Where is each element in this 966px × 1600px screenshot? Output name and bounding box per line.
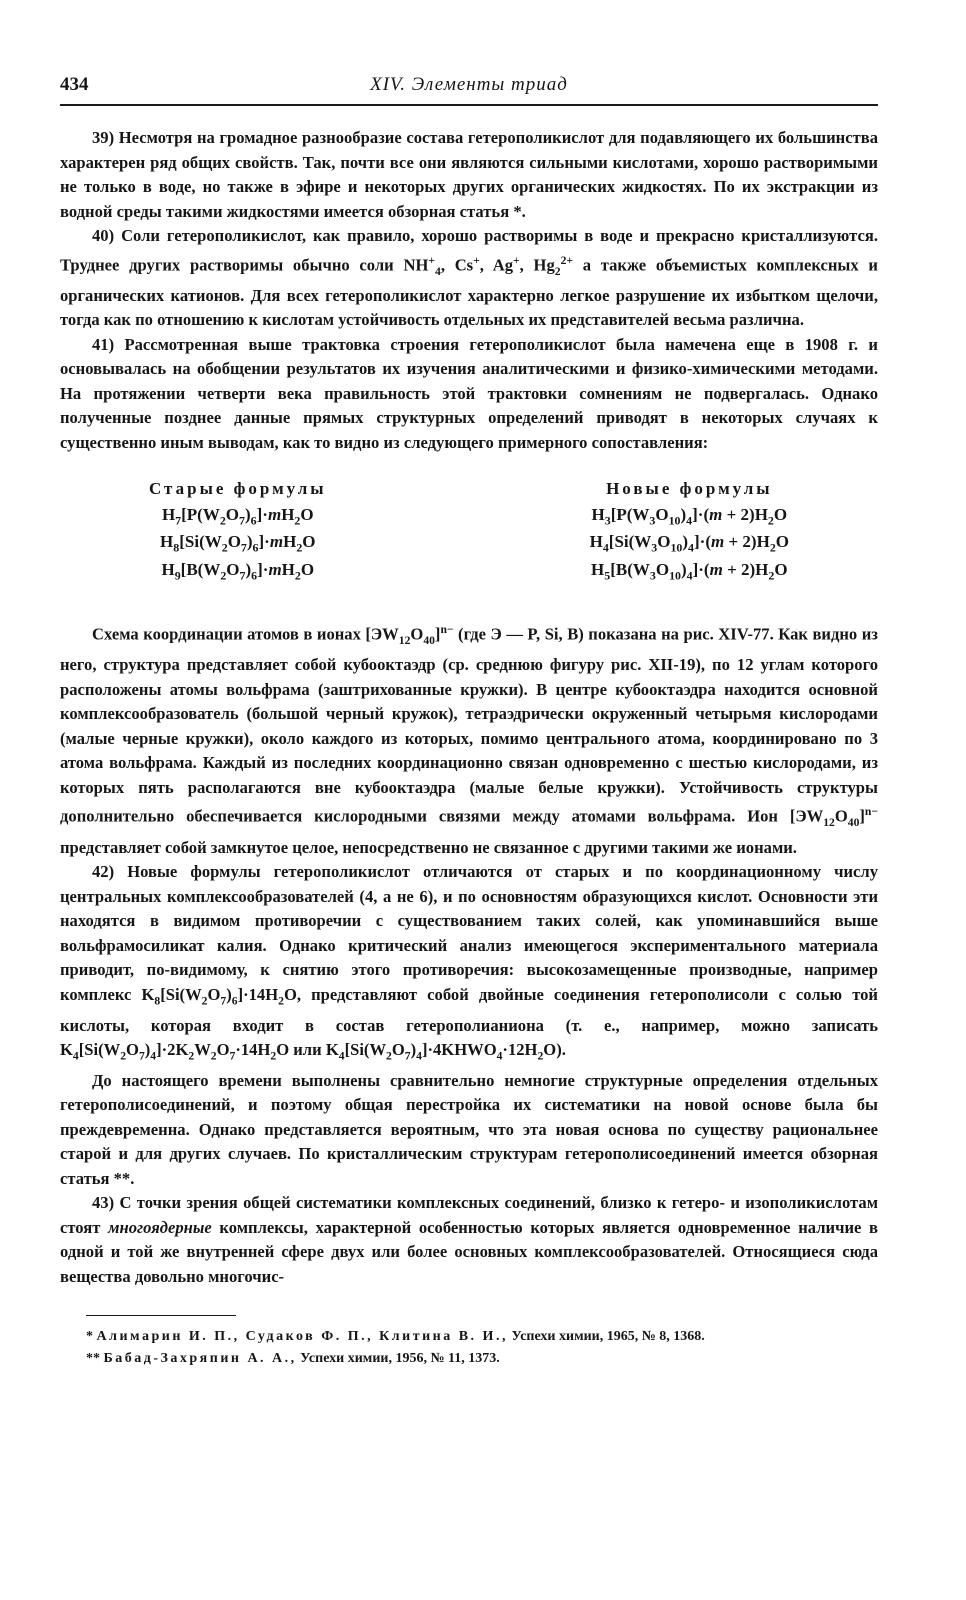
paragraph-text: С точки зрения общей систематики комплексных соединений, близко к гетеро- и изополикислотам стоят [60, 1193, 878, 1237]
italic-term: многоядерные [108, 1217, 212, 1237]
old-formula: $H_7[P(W_2O_7)_6]\cdot mH_2O$ [161, 504, 314, 528]
paragraph-text: Новые формулы гетерополикислот отличаются от старых и по координационному числу центральных комплексообразователей (4, а не 6), и по основностям образующихся кислот. Основности эти находятся в видимом противоречии с существованием таких солей, как упоминавшийся выше вольфрамосиликат калия. Однако критический анализ имеющегося экспериментального материала приводит, по-видимому, к снятию этого противоречия: высокозамещенные производные, например комплекс K [60, 862, 878, 1004]
paragraph-40: 40) Соли гетерополикислот, как правило, хорошо растворимы в воде и прекрасно кристаллизуются. Труднее других растворимы обычно соли $NH^+_4$, Cs+, Ag+, $Hg_2^{2+}$ а также объемистых комплексных и органических катионов. Для всех гетерополикислот характерно легкое разрушение их избытком щелочи, тогда как по отношению к кислотам устойчивость отдельных их представителей весьма различна. [60, 226, 878, 330]
paragraph-41-continued: Схема координации атомов в ионах $[ЭW_{12}O_{40}]^{n-}$ (где Э — P, Si, B) показана на рис. XIV-77. Как видно из него, структура представляет собой кубооктаэдр (ср. среднюю фигуру рис. XII-19), по 12 углам которого расположены атомы вольфрама (заштрихованные кружки). В центре кубооктаэдра находится основной комплексообразователь (большой черный кружок), тетраэдрически окруженный четырьмя кислородами (малые черные кружки), около каждого из которых, помимо центрального атома, координировано по 3 атома вольфрама. Каждый из последних координационно связан одновременно с шестью кислородами, из которых пять располагаются вне кубооктаэдра (малые белые кружки). Устойчивость структуры дополнительно обеспечивается кислородными связями между атомами вольфрама. Ион $[ЭW_{12}O_{40}]^{n-}$ представляет собой замкнутое целое, непосредственно не связанное с другими такими же ионами. [60, 623, 878, 857]
paragraph-number: 40) [92, 226, 115, 245]
old-formula: $H_8[Si(W_2O_7)_6]\cdot mH_2O$ [160, 532, 316, 555]
running-title: XIV. Элементы триад [370, 74, 568, 95]
formula-comparison [149, 477, 789, 586]
paragraph-42-continued [60, 1069, 878, 1192]
paragraph-text-cont: комплексы, характерной особенностью которых является одновременное наличие в одной и той же внутренней сфере двух или более основных комплексообразователей. Относящиеся сюда вещества довольно многочис- [60, 1217, 879, 1286]
footnote-authors: Алимарин И. П., Судаков Ф. П., Клитина В. И., [96, 1329, 508, 1345]
paragraph-39 [60, 126, 878, 224]
header-rule [60, 104, 878, 106]
paragraph-text-cont: (где Э — P, Si, B) показана на рис. XIV-77. Как видно из него, структура представляет собой кубооктаэдр (ср. среднюю фигуру рис. XII-19), по 12 углам которого расположены атомы вольфрама (заштрихованные кружки). В центре кубооктаэдра находится основной комплексообразователь (большой черный кружок), тетраэдрически окруженный четырьмя кислородами (малые черные кружки), около каждого из которых, помимо центрального атома, координировано по 3 атома вольфрама. Каждый из последних координационно связан одновременно с шестью кислородами, из которых пять располагаются вне кубооктаэдра (малые белые кружки). Устойчивость структуры дополнительно обеспечивается кислородными связями между атомами вольфрама. Ион [ЭW [60, 624, 878, 826]
paragraph-41 [60, 333, 878, 456]
new-formulas-heading: Новые формулы [606, 479, 773, 499]
book-page [60, 74, 878, 1370]
paragraph-text-end: представляет собой замкнутое целое, непосредственно не связанное с другими такими же ионами. [60, 837, 797, 857]
new-formulas-column [590, 477, 789, 586]
paragraph-number: 43) [92, 1193, 115, 1213]
footnote-mark: ** [86, 1351, 100, 1367]
old-formulas-column [149, 477, 327, 586]
paragraph-text: Соли гетерополикислот, как правило, хорошо растворимы в воде и прекрасно кристаллизуются. Труднее других растворимы обычно соли NH [60, 226, 878, 275]
page-body [60, 126, 878, 1370]
paragraph-text-cont: , представляют собой двойные соединения гетерополисоли с солью той кислоты, которая входит в состав гетерополианиона (т. е., например, можно записать [60, 984, 878, 1035]
paragraph-42: 42) Новые формулы гетерополикислот отличаются от старых и по координационному числу центральных комплексообразователей (4, а не 6), и по основностям образующихся кислот. Основности эти находятся в видимом противоречии с существованием таких солей, как упоминавшийся выше вольфрамосиликат калия. Однако критический анализ имеющегося экспериментального материала приводит, по-видимому, к снятию этого противоречия: высокозамещенные производные, например комплекс $K_8[Si(W_2O_7)_6]\cdot 14H_2O$, представляют собой двойные соединения гетерополисоли с солью той кислоты, которая входит в состав гетерополианиона (т. е., например, можно записать $K_4[Si(W_2O_7)_4]\cdot 2K_2W_2O_7\cdot 14H_2O$ или $K_4[Si(W_2O_7)_4]\cdot 4KHWO_4\cdot 12H_2O$). [60, 862, 878, 1063]
page-number: 434 [60, 74, 89, 95]
paragraph-text: До настоящего времени выполнены сравнительно немногие структурные определения отдельных гетерополисоединений, и поэтому общая перестройка их систематики на новой основе была бы преждевременна. Однако представляется вероятным, что эта новая основа по существу рациональнее старой и для других случаев. По кристаллическим структурам гетерополисоединений имеется обзорная статья **. [60, 1070, 878, 1188]
paragraph-43 [60, 1191, 878, 1289]
paragraph-text: Рассмотренная выше трактовка строения гетерополикислот была намечена еще в 1908 г. и основывалась на обобщении результатов их изучения аналитическими и физико-химическими методами. На протяжении четверти века правильность этой трактовки сомнениям не подвергалась. Однако полученные позднее данные прямых структурных определений приводят в некоторых случаях к существенно иным выводам, как то видно из следующего примерного сопоставления: [60, 334, 878, 452]
page-header [60, 74, 878, 108]
old-formula: $H_9[B(W_2O_7)_6]\cdot mH_2O$ [161, 559, 315, 583]
new-formula: $H_5[B(W_3O_{10})_4]\cdot(m + 2)H_2O$ [591, 559, 788, 583]
footnote-source: Успехи химии, 1965, № 8, 1368. [511, 1329, 705, 1345]
footnote-authors: Бабад-Захряпин А. А., [103, 1351, 297, 1367]
footnote-mark: * [86, 1329, 93, 1345]
paragraph-text-cont: а также объемистых комплексных и органических катионов. Для всех гетерополикислот характерно легкое разрушение их избытком щелочи, тогда как по отношению к кислотам устойчивость отдельных их представителей весьма различна. [60, 255, 878, 330]
paragraph-text-or: или [293, 1040, 322, 1060]
footnote-source: Успехи химии, 1956, № 11, 1373. [300, 1351, 500, 1367]
paragraph-number: 41) [92, 334, 115, 354]
footnote-2 [86, 1348, 878, 1370]
footnote-rule [86, 1315, 236, 1316]
paragraph-number: 42) [92, 862, 115, 882]
old-formulas-heading: Старые формулы [149, 479, 327, 499]
paragraph-text: Несмотря на громадное разнообразие состава гетерополикислот для подавляющего их большинства характерен ряд общих свойств. Так, почти все они являются сильными кислотами, хорошо растворимыми не только в воде, но также в эфире и некоторых других органических жидкостях. По их экстракции из водной среды такими жидкостями имеется обзорная статья *. [60, 128, 878, 221]
paragraph-number: 39) [92, 128, 115, 147]
new-formula: $H_4[Si(W_3O_{10})_4]\cdot(m + 2)H_2O$ [589, 532, 789, 555]
footnote-1 [86, 1326, 878, 1348]
paragraph-text: Схема координации атомов в ионах [ЭW [92, 624, 399, 644]
new-formula: $H_3[P(W_3O_{10})_4]\cdot(m + 2)H_2O$ [591, 504, 788, 528]
